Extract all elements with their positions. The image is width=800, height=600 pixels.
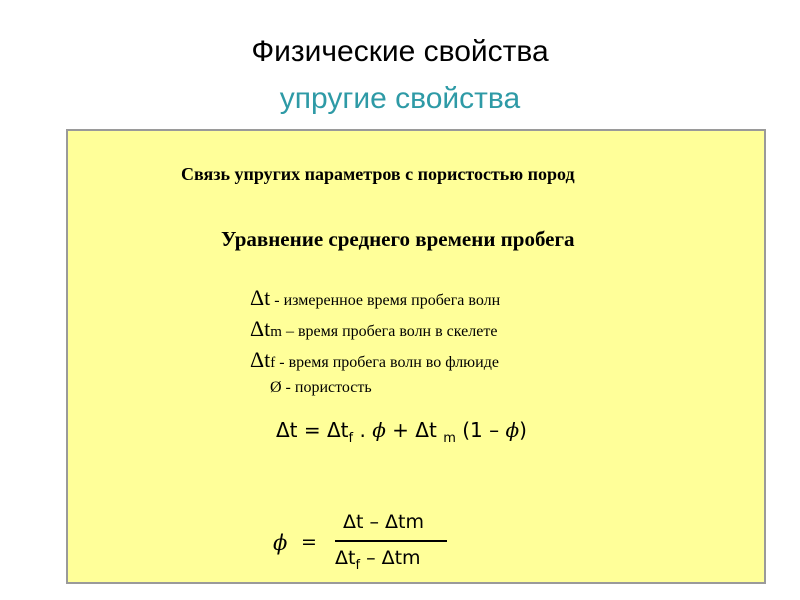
equation-porosity (273, 511, 473, 581)
eq1-tail-open: (1 – (455, 418, 506, 442)
definition-symbol: Δt (250, 285, 271, 310)
definition-subscript: f (270, 355, 276, 371)
definition-delta-t (250, 285, 500, 311)
definition-symbol: Δt (250, 347, 271, 372)
definition-text: - измеренное время пробега волн (270, 292, 501, 309)
definition-text: – время пробега волн в скелете (281, 323, 498, 340)
section-subtitle: Связь упругих параметров с пористостью пород (181, 164, 575, 184)
page-title: Физические свойства (251, 35, 549, 68)
eq2-phi: ϕ (273, 531, 288, 555)
eq1-plus: + Δt (385, 418, 444, 442)
eq2-numerator: Δt – Δtm (343, 511, 424, 533)
eq2-denom-b: – Δtm (360, 547, 421, 569)
eq2-denominator (335, 547, 421, 573)
fraction-bar (335, 540, 447, 542)
eq2-denom-sub: f (355, 558, 361, 573)
eq1-sub-m: m (443, 431, 456, 446)
eq1-sub-f: f (348, 431, 354, 446)
eq1-dot: . (353, 418, 373, 442)
definition-subscript: m (270, 324, 282, 340)
definition-symbol: Δt (250, 316, 271, 341)
eq1-tail-close: ) (519, 418, 527, 442)
eq2-denom-a: Δt (335, 547, 356, 569)
definition-text: - время пробега волн во флюиде (275, 354, 499, 371)
section-heading: Уравнение среднего времени пробега (221, 227, 575, 251)
equation-time-average (276, 418, 527, 446)
page-subtitle: упругие свойства (279, 82, 521, 115)
eq2-equals: = (301, 531, 317, 553)
eq1-phi: ϕ (372, 418, 386, 442)
eq1-phi-2: ϕ (505, 418, 520, 442)
definition-porosity: Ø - пористость (270, 379, 372, 396)
content-panel (66, 129, 766, 584)
definition-delta-tf (250, 347, 499, 373)
definition-delta-tm (250, 316, 497, 342)
eq1-lhs: Δt = Δt (276, 418, 349, 442)
